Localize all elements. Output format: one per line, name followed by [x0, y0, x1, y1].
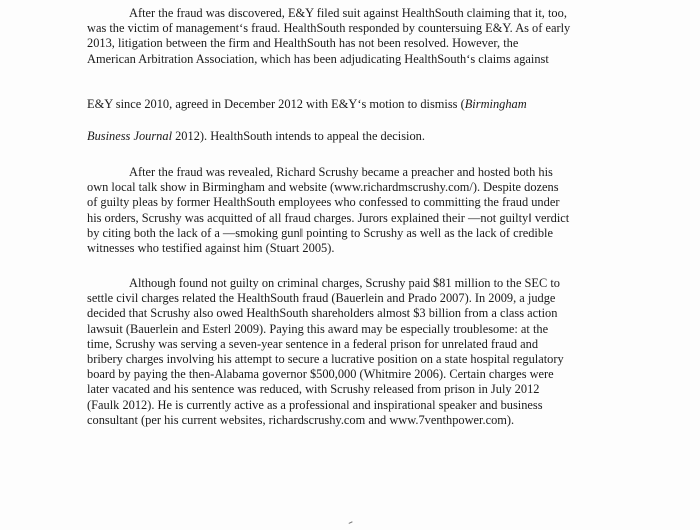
paragraph-civil-charges — [87, 276, 632, 428]
text-line: time, Scrushy was serving a seven-year sentence in a federal prison for unrelated fraud and — [87, 336, 539, 351]
text-line: American Arbitration Association, which has been adjudicating HealthSouth‘s claims against — [87, 51, 549, 66]
text-line: settle civil charges related the HealthSouth fraud (Bauerlein and Prado 2007). In 2009, a judge — [87, 291, 556, 306]
paragraph-dismissal-line-1 — [87, 97, 632, 112]
paragraph-dismissal-line-2 — [87, 129, 632, 144]
text-line: bribery charges involving his attempt to secure a lucrative position on a state hospital regulatory — [87, 352, 564, 367]
paragraph-scrushy-acquittal — [87, 165, 632, 256]
text-line: After the fraud was revealed, Richard Scrushy became a preacher and hosted both his — [129, 165, 553, 179]
text-line — [87, 129, 632, 144]
text-line: (Faulk 2012). He is currently active as a professional and inspirational speaker and business — [87, 397, 543, 412]
text-line: After the fraud was discovered, E&Y filed suit against HealthSouth claiming that it, too, — [129, 6, 567, 20]
italic-citation: Birmingham — [464, 97, 527, 111]
text-line: by citing both the lack of a ―smoking gun‖ pointing to Scrushy as well as the lack of credible — [87, 225, 553, 240]
italic-citation: Business Journal — [87, 129, 173, 143]
text-run: 2012). HealthSouth intends to appeal the decision. — [172, 129, 425, 143]
text-line: later vacated and his sentence was reduced, with Scrushy released from prison in July 2012 — [87, 382, 540, 397]
text-line: consultant (per his current websites, richardscrushy.com and www.7venthpower.com). — [87, 412, 515, 427]
text-line: board by paying the then-Alabama governor $500,000 (Whitmire 2006). Certain charges were — [87, 367, 554, 382]
text-line: decided that Scrushy also owed HealthSouth shareholders almost $3 billion from a class action — [87, 306, 558, 321]
page-mark — [349, 521, 354, 525]
text-line — [87, 97, 632, 112]
text-line: lawsuit (Bauerlein and Esterl 2009). Paying this award may be especially troublesome: at the — [87, 321, 549, 336]
text-line: Although found not guilty on criminal charges, Scrushy paid $81 million to the SEC to — [129, 276, 560, 290]
text-run: E&Y since 2010, agreed in December 2012 with E&Y‘s motion to dismiss ( — [87, 97, 465, 111]
text-line: was the victim of management‘s fraud. HealthSouth responded by countersuing E&Y. As of early — [87, 21, 571, 36]
text-line: 2013, litigation between the firm and HealthSouth has not been resolved. However, the — [87, 36, 519, 51]
text-line: his orders, Scrushy was acquitted of all fraud charges. Jurors explained their ―not guilty‖ verdict — [87, 210, 570, 225]
text-line: of guilty pleas by former HealthSouth employees who confessed to committing the fraud under — [87, 195, 560, 210]
paragraph-eandy-lawsuit — [87, 6, 632, 67]
text-line: witnesses who testified against him (Stuart 2005). — [87, 241, 335, 256]
text-line: own local talk show in Birmingham and website (www.richardmscrushy.com/). Despite dozens — [87, 180, 559, 195]
